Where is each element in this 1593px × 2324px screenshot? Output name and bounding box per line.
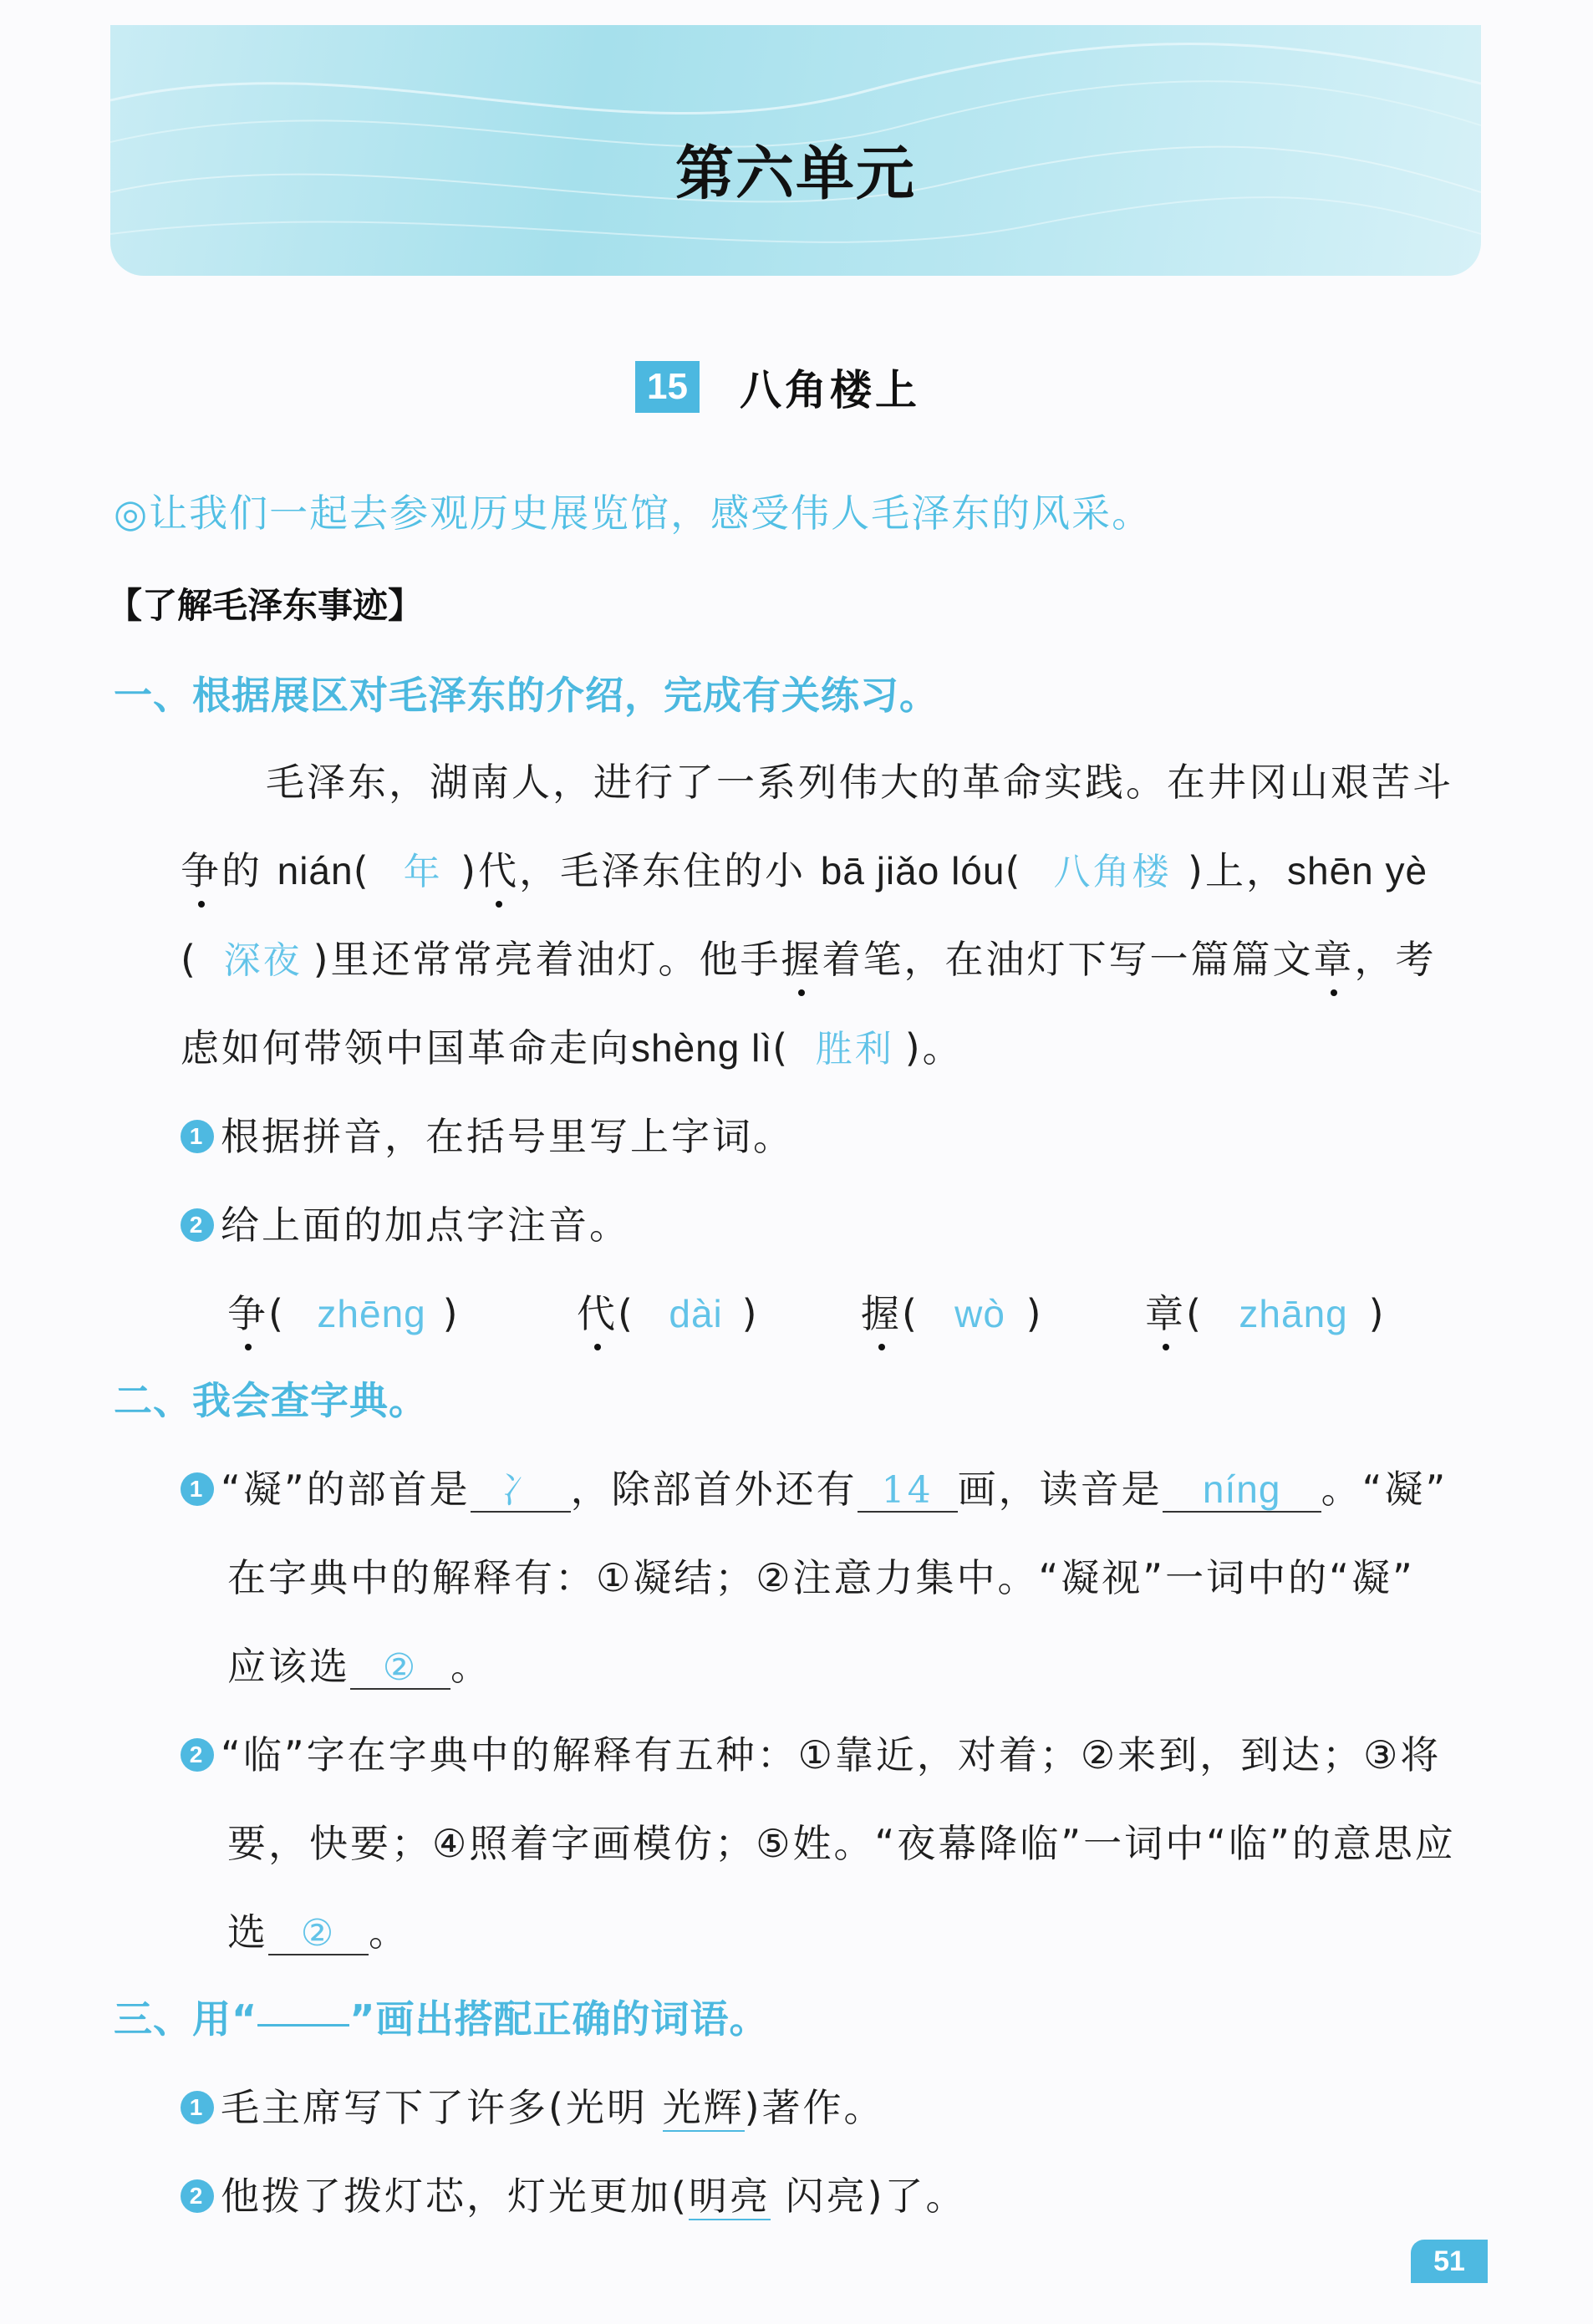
answer-blank: ② (268, 1914, 369, 1955)
dotted-char: 握 (861, 1284, 902, 1339)
text: ，毛泽东住的小 (519, 848, 807, 893)
text: 选 (227, 1910, 268, 1955)
text: 的 (221, 848, 262, 893)
part3-question-1 (181, 2077, 885, 2133)
paren-open: ( (1005, 848, 1023, 893)
handwritten-pinyin: wò (954, 1292, 1005, 1335)
text: ，除部首外还有 (570, 1467, 858, 1512)
passage-line-1: 毛泽东，湖南人，进行了一系列伟大的革命实践。在井冈山艰苦斗 (266, 760, 1453, 805)
text: 闪亮)了。 (785, 2174, 967, 2219)
answer-blank: 14 (858, 1471, 958, 1513)
heading-text: ”画出搭配正确的词语。 (349, 1996, 769, 2042)
dotted-char: 代 (478, 841, 519, 896)
text: 应该选 (227, 1644, 350, 1689)
part2-question-2-line-2: 要，快要；④照着字画模仿；⑤姓。“夜幕降临”一词中“临”的意思应 (227, 1821, 1456, 1866)
handwritten-pinyin: zhāng (1239, 1292, 1348, 1335)
lesson-number-badge: 15 (635, 361, 700, 413)
part1-question-1 (181, 1106, 794, 1162)
handwritten-answer: 八角楼 (1053, 851, 1172, 893)
paren-open: ( (353, 848, 371, 893)
pinyin: shèng lì (631, 1026, 773, 1070)
text: ，考 (1354, 937, 1437, 982)
text: )著作。 (744, 2085, 885, 2130)
text: “凝”的部首是 (221, 1467, 471, 1512)
handwritten-answer: 深夜 (223, 939, 303, 982)
part1-heading: 一、根据展区对毛泽东的介绍，完成有关练习。 (114, 673, 939, 718)
part2-question-2-line-3 (227, 1902, 410, 1957)
question-number-icon: 2 (181, 2179, 214, 2213)
unit-title: 第六单元 (675, 139, 916, 208)
text: “临”字在字典中的解释有五种：①靠近，对着；②来到，到达；③将 (221, 1732, 1442, 1777)
question-number-icon: 1 (181, 1472, 214, 1506)
part2-question-2-line-1 (181, 1725, 1441, 1780)
lesson-header (635, 358, 920, 416)
pinyin-annotation-1: 争( zhēng ) (227, 1284, 461, 1339)
part2-heading: 二、我会查字典。 (114, 1378, 428, 1423)
part3-question-2 (181, 2166, 967, 2221)
question-text: 根据拼音，在括号里写上字词。 (221, 1114, 794, 1159)
paren-open: ( (181, 937, 198, 982)
pinyin-annotation-4: 章( zhāng ) (1145, 1284, 1387, 1339)
question-number-icon: 2 (181, 1738, 214, 1772)
underlined-choice: 光辉 (662, 2085, 745, 2130)
question-text: 给上面的加点字注音。 (221, 1203, 630, 1248)
dotted-char: 争 (181, 841, 221, 896)
handwritten-pinyin: dài (669, 1292, 723, 1335)
text: 他拨了拨灯芯，灯光更加( (221, 2174, 689, 2219)
text: )上， (1188, 848, 1287, 893)
pinyin-annotation-3: 握( wò ) (861, 1284, 1044, 1339)
dotted-char: 章 (1145, 1284, 1186, 1339)
part3-heading (114, 1989, 768, 2044)
passage-line-2 (181, 841, 1428, 896)
pinyin-annotation-2: 代( dài ) (577, 1284, 760, 1339)
handwritten-answer: 胜利 (815, 1028, 894, 1070)
paren-close: ) (461, 848, 479, 893)
passage-line-4 (181, 1018, 964, 1073)
pinyin: shēn yè (1287, 849, 1428, 892)
question-number-icon: 1 (181, 1120, 214, 1153)
dotted-char: 握 (781, 929, 822, 984)
pinyin: bā jiǎo lóu (820, 849, 1005, 892)
text: 。“凝” (1321, 1467, 1448, 1512)
text: 虑如何带领中国革命走向 (181, 1025, 631, 1070)
answer-blank: ② (350, 1648, 450, 1690)
answer-blank: 冫 (471, 1471, 571, 1513)
text: )。 (904, 1025, 964, 1070)
text: 画，读音是 (957, 1467, 1163, 1512)
passage-line-3 (181, 929, 1437, 984)
text: 着笔，在油灯下写一篇篇文 (822, 937, 1314, 982)
handwritten-pinyin: zhēng (317, 1292, 426, 1335)
part2-question-1-line-3 (227, 1636, 491, 1691)
heading-text: 三、用“ (114, 1996, 258, 2042)
handwritten-answer: 年 (403, 851, 443, 893)
pinyin: nián (277, 849, 354, 892)
text: 。 (369, 1910, 410, 1955)
underline-sample (257, 2017, 349, 2027)
text: )里还常常亮着油灯。他手 (313, 937, 781, 982)
question-number-icon: 2 (181, 1208, 214, 1242)
intro-text: ◎让我们一起去参观历史展览馆，感受伟人毛泽东的风采。 (114, 491, 1153, 536)
text: 毛主席写下了许多(光明 (221, 2085, 648, 2130)
unit-banner (110, 25, 1481, 276)
page-number: 51 (1411, 2240, 1488, 2283)
dotted-char: 章 (1314, 929, 1355, 984)
section-tag: 【了解毛泽东事迹】 (107, 585, 424, 626)
answer-blank: níng (1163, 1468, 1321, 1513)
part1-question-2 (181, 1195, 630, 1250)
dotted-char: 争 (227, 1284, 268, 1339)
question-number-icon: 1 (181, 2091, 214, 2124)
dotted-char: 代 (577, 1284, 618, 1339)
paren-open: ( (772, 1025, 791, 1070)
part2-question-1-line-2: 在字典中的解释有：①凝结；②注意力集中。“凝视”一词中的“凝” (227, 1555, 1415, 1600)
text: 。 (450, 1644, 491, 1689)
underlined-choice: 明亮 (688, 2174, 771, 2219)
lesson-title: 八角楼上 (739, 366, 920, 414)
part2-question-1-line-1 (181, 1459, 1448, 1514)
